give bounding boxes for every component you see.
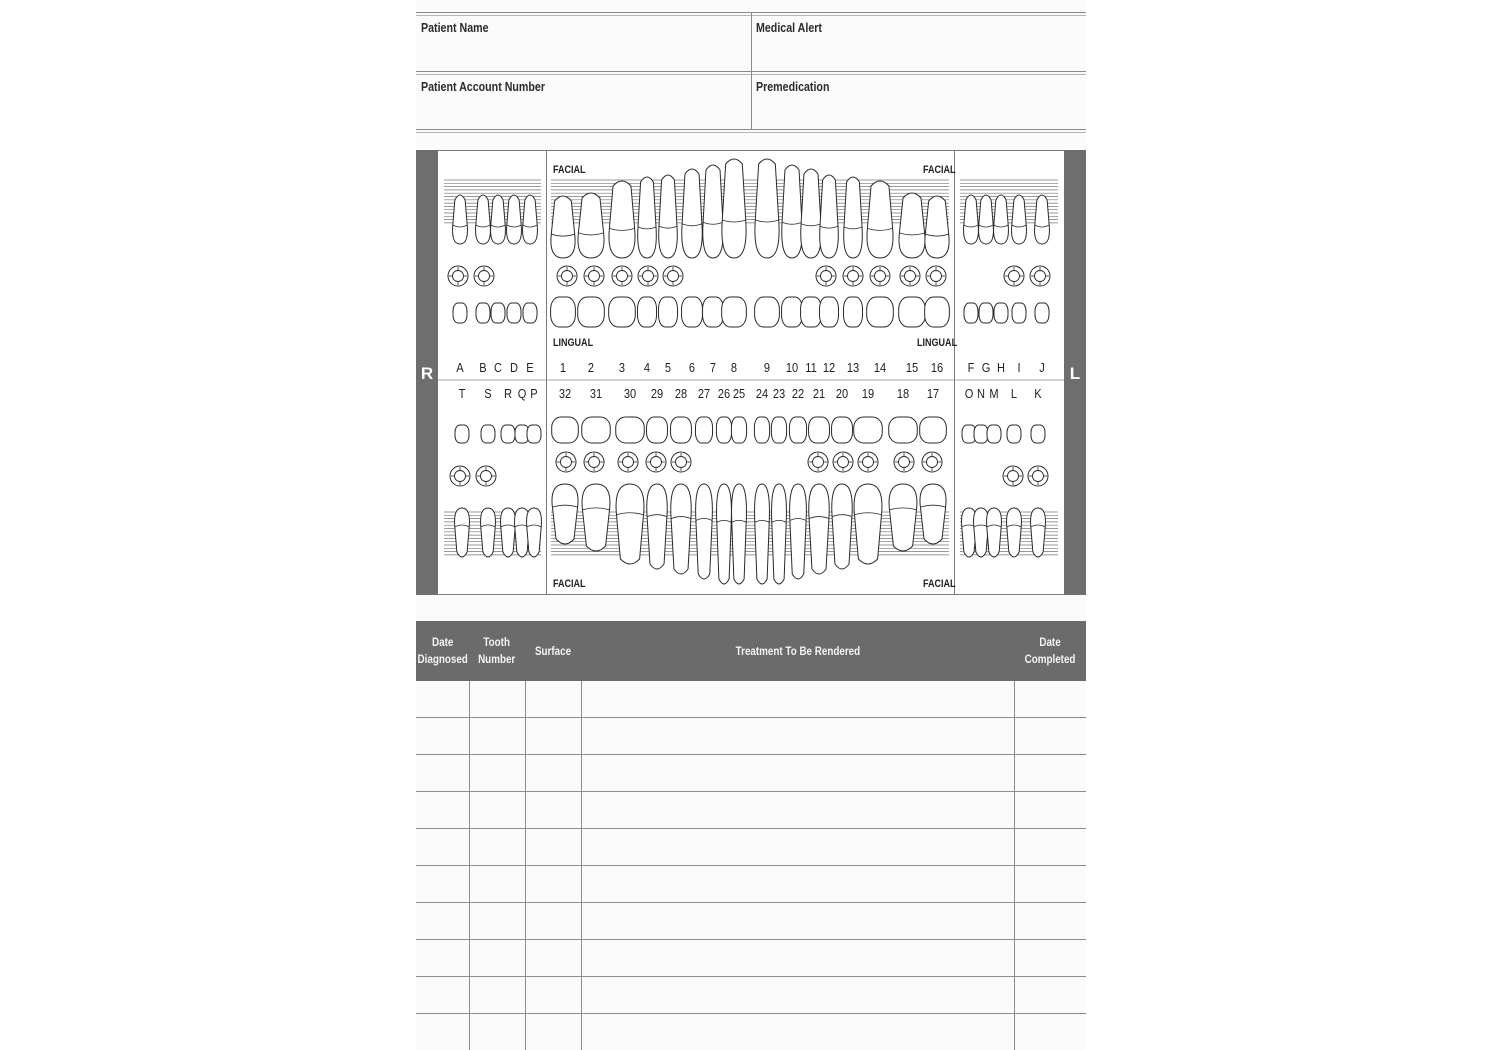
upper-tooth-15	[899, 193, 925, 258]
lower-tooth-28	[671, 484, 691, 574]
lower-lingual-crown	[832, 417, 853, 443]
lower-lingual-crown	[616, 417, 645, 443]
treatment-table	[416, 621, 1086, 1050]
table-row[interactable]	[416, 1013, 1086, 1014]
primary-upper-lingual	[1035, 303, 1049, 323]
upper-lingual-crown	[609, 297, 636, 327]
premedication-label: Premedication	[756, 79, 830, 94]
primary-lower-lingual	[1007, 425, 1021, 443]
tooth-number-12[interactable]: 12	[822, 360, 836, 375]
primary-upper-lingual	[476, 303, 490, 323]
primary-lower-tooth	[1031, 508, 1046, 557]
col-date-completed: Date Completed	[1024, 635, 1076, 666]
upper-lingual-crown	[844, 297, 863, 327]
tooth-number-H[interactable]: H	[997, 360, 1005, 375]
lower-lingual-crown	[716, 417, 731, 443]
upper-tooth-10	[782, 165, 802, 258]
primary-upper-tooth	[523, 195, 538, 244]
upper-lingual-crown	[638, 297, 657, 327]
primary-lower-tooth	[1007, 508, 1022, 557]
primary-upper-tooth	[994, 195, 1009, 244]
lower-lingual-crown	[647, 417, 668, 443]
tooth-number-28[interactable]: 28	[674, 386, 688, 401]
table-header	[416, 621, 1086, 681]
table-row[interactable]	[416, 717, 1086, 718]
primary-lower-lingual	[527, 425, 541, 443]
primary-lower-tooth	[481, 508, 496, 557]
right-side-letter: R	[420, 364, 434, 383]
tooth-number-29[interactable]: 29	[650, 386, 664, 401]
table-row[interactable]	[416, 828, 1086, 829]
tooth-number-J[interactable]: J	[1039, 360, 1045, 375]
upper-lingual-crown	[659, 297, 678, 327]
lower-tooth-32	[552, 484, 578, 544]
premedication-field[interactable]	[751, 71, 1086, 129]
lingual-label-right: LINGUAL	[917, 337, 958, 349]
primary-upper-tooth	[476, 195, 491, 244]
lower-tooth-30	[616, 484, 644, 564]
tooth-number-22[interactable]: 22	[791, 386, 805, 401]
primary-upper-lingual	[523, 303, 537, 323]
table-row[interactable]	[416, 902, 1086, 903]
lower-tooth-17	[920, 484, 946, 544]
tooth-number-13[interactable]: 13	[846, 360, 860, 375]
tooth-number-F[interactable]: F	[967, 360, 975, 375]
tooth-number-R[interactable]: R	[504, 386, 512, 401]
primary-lower-lingual	[481, 425, 495, 443]
lower-lingual-crown	[789, 417, 806, 443]
patient-name-label: Patient Name	[421, 20, 489, 35]
lower-lingual-crown	[889, 417, 918, 443]
tooth-number-16[interactable]: 16	[930, 360, 944, 375]
lower-tooth-24	[755, 484, 770, 584]
tooth-number-1[interactable]: 1	[559, 360, 567, 375]
tooth-number-14[interactable]: 14	[873, 360, 887, 375]
primary-upper-tooth	[1035, 195, 1050, 244]
upper-lingual-crown	[820, 297, 839, 327]
col-date-diagnosed: Date Diagnosed	[417, 635, 468, 666]
primary-lower-tooth	[455, 508, 470, 557]
tooth-number-19[interactable]: 19	[861, 386, 875, 401]
tooth-number-32[interactable]: 32	[558, 386, 572, 401]
primary-lower-lingual	[1031, 425, 1045, 443]
upper-lingual-crown	[551, 297, 576, 327]
primary-upper-tooth	[507, 195, 522, 244]
primary-upper-lingual	[979, 303, 993, 323]
primary-upper-tooth	[1012, 195, 1027, 244]
upper-tooth-12	[820, 175, 839, 258]
primary-upper-lingual	[507, 303, 521, 323]
tooth-chart	[416, 150, 1086, 595]
tooth-number-23[interactable]: 23	[772, 386, 786, 401]
tooth-number-K[interactable]: K	[1034, 386, 1042, 401]
upper-lingual-crown	[722, 297, 747, 327]
upper-tooth-8	[722, 159, 746, 258]
medical-alert-field[interactable]	[751, 12, 1086, 70]
header-bottom-rule-2	[416, 132, 1086, 133]
facial-label-upper-right: FACIAL	[923, 164, 956, 176]
lower-lingual-crown	[695, 417, 712, 443]
upper-lingual-crown	[899, 297, 926, 327]
lower-lingual-crown	[731, 417, 746, 443]
primary-upper-lingual	[994, 303, 1008, 323]
left-side-letter: L	[1069, 364, 1081, 383]
upper-tooth-7	[703, 165, 723, 258]
upper-lingual-crown	[578, 297, 605, 327]
tooth-number-A[interactable]: A	[456, 360, 464, 375]
lower-tooth-31	[582, 484, 610, 551]
upper-tooth-11	[801, 169, 821, 258]
upper-lingual-crown	[867, 297, 894, 327]
col-treatment: Treatment To Be Rendered	[735, 643, 860, 658]
table-row[interactable]	[416, 791, 1086, 792]
facial-label-lower-right: FACIAL	[923, 578, 956, 590]
upper-lingual-crown	[801, 297, 822, 327]
upper-lingual-crown	[682, 297, 703, 327]
tooth-number-N[interactable]: N	[977, 386, 985, 401]
upper-tooth-4	[638, 177, 657, 258]
tooth-number-D[interactable]: D	[510, 360, 518, 375]
upper-tooth-5	[659, 175, 678, 258]
tooth-number-3[interactable]: 3	[618, 360, 626, 375]
upper-lingual-crown	[925, 297, 950, 327]
lower-lingual-crown	[754, 417, 769, 443]
lower-tooth-27	[696, 484, 713, 579]
lower-lingual-crown	[920, 417, 947, 443]
table-row[interactable]	[416, 976, 1086, 977]
lower-tooth-29	[647, 484, 667, 569]
primary-upper-lingual	[453, 303, 467, 323]
tooth-number-6[interactable]: 6	[688, 360, 696, 375]
tooth-number-24[interactable]: 24	[755, 386, 769, 401]
lower-tooth-26	[717, 484, 732, 584]
primary-upper-lingual	[964, 303, 978, 323]
col-surface: Surface	[534, 643, 572, 658]
facial-label-upper-left: FACIAL	[553, 164, 586, 176]
primary-lower-tooth	[974, 508, 989, 557]
table-row[interactable]	[416, 754, 1086, 755]
lower-lingual-crown	[854, 417, 883, 443]
tooth-number-7[interactable]: 7	[709, 360, 717, 375]
tooth-number-10[interactable]: 10	[785, 360, 799, 375]
lower-tooth-22	[790, 484, 807, 579]
tooth-number-31[interactable]: 31	[589, 386, 603, 401]
medical-alert-label: Medical Alert	[756, 20, 822, 35]
primary-upper-tooth	[964, 195, 979, 244]
lower-tooth-21	[809, 484, 829, 574]
upper-lingual-crown	[782, 297, 803, 327]
upper-tooth-9	[755, 159, 779, 258]
tooth-number-8[interactable]: 8	[730, 360, 738, 375]
primary-lower-lingual	[455, 425, 469, 443]
primary-lower-lingual	[501, 425, 515, 443]
tooth-number-M[interactable]: M	[989, 386, 999, 401]
primary-upper-tooth	[453, 195, 468, 244]
tooth-number-9[interactable]: 9	[763, 360, 771, 375]
primary-lower-lingual	[987, 425, 1001, 443]
tooth-number-P[interactable]: P	[530, 386, 538, 401]
upper-lingual-crown	[703, 297, 724, 327]
tooth-number-Q[interactable]: Q	[517, 386, 527, 401]
account-number-label: Patient Account Number	[421, 79, 545, 94]
lower-lingual-crown	[582, 417, 611, 443]
lingual-label-left: LINGUAL	[553, 337, 594, 349]
upper-tooth-2	[578, 193, 604, 258]
lower-tooth-20	[832, 484, 852, 569]
lower-tooth-23	[772, 484, 787, 584]
lower-tooth-19	[854, 484, 882, 564]
tooth-number-G[interactable]: G	[981, 360, 991, 375]
tooth-number-26[interactable]: 26	[717, 386, 731, 401]
tooth-number-20[interactable]: 20	[835, 386, 849, 401]
tooth-number-18[interactable]: 18	[896, 386, 910, 401]
tooth-number-B[interactable]: B	[479, 360, 487, 375]
col-tooth-number: Tooth Number	[478, 635, 516, 666]
upper-tooth-3	[609, 181, 635, 258]
primary-lower-tooth	[987, 508, 1002, 557]
primary-lower-lingual	[974, 425, 988, 443]
table-row[interactable]	[416, 939, 1086, 940]
tooth-number-11[interactable]: 11	[805, 360, 817, 375]
tooth-number-17[interactable]: 17	[926, 386, 940, 401]
tooth-number-O[interactable]: O	[964, 386, 974, 401]
tooth-number-21[interactable]: 21	[812, 386, 826, 401]
lower-lingual-crown	[809, 417, 830, 443]
upper-lingual-crown	[755, 297, 780, 327]
header-divider	[751, 12, 752, 130]
tooth-number-30[interactable]: 30	[623, 386, 637, 401]
primary-lower-tooth	[501, 508, 516, 557]
tooth-number-5[interactable]: 5	[664, 360, 672, 375]
tooth-number-4[interactable]: 4	[643, 360, 651, 375]
lower-tooth-18	[889, 484, 917, 551]
tooth-number-E[interactable]: E	[526, 360, 534, 375]
tooth-number-2[interactable]: 2	[587, 360, 595, 375]
table-row[interactable]	[416, 865, 1086, 866]
lower-lingual-crown	[552, 417, 579, 443]
primary-upper-lingual	[1012, 303, 1026, 323]
patient-name-field[interactable]	[416, 12, 751, 70]
upper-tooth-14	[867, 181, 893, 258]
lower-tooth-25	[732, 484, 747, 584]
tooth-number-27[interactable]: 27	[697, 386, 711, 401]
facial-label-lower-left: FACIAL	[553, 578, 586, 590]
lower-lingual-crown	[771, 417, 786, 443]
primary-upper-tooth	[491, 195, 506, 244]
tooth-number-C[interactable]: C	[494, 360, 502, 375]
account-number-field[interactable]	[416, 71, 751, 129]
tooth-number-L[interactable]: L	[1010, 386, 1018, 401]
tooth-number-25[interactable]: 25	[732, 386, 746, 401]
tooth-number-S[interactable]: S	[484, 386, 492, 401]
upper-tooth-1	[551, 196, 575, 258]
tooth-number-I[interactable]: I	[1017, 360, 1021, 375]
primary-lower-tooth	[527, 508, 542, 557]
lower-lingual-crown	[671, 417, 692, 443]
dental-chart-form	[416, 0, 1086, 1050]
upper-tooth-13	[844, 177, 863, 258]
tooth-number-T[interactable]: T	[458, 386, 466, 401]
tooth-number-15[interactable]: 15	[905, 360, 919, 375]
upper-tooth-6	[682, 169, 702, 258]
primary-upper-tooth	[979, 195, 994, 244]
upper-tooth-16	[925, 196, 949, 258]
primary-upper-lingual	[491, 303, 505, 323]
